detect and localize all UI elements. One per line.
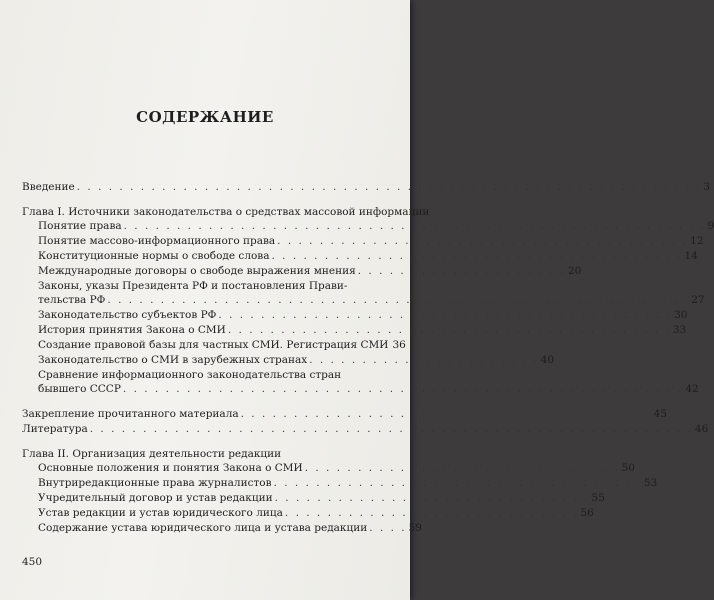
leader-dots: . . . . . . . . . . . . . . . . . . . . . . . . . . . . . . . . . . . . . . . . . . . . . . . . . . . . .	[122, 383, 684, 395]
toc-entry-label: Закрепление прочитанного материала	[22, 408, 239, 420]
toc-entry	[38, 250, 698, 263]
toc-entry	[38, 220, 714, 233]
toc-entry-review	[22, 408, 667, 421]
toc-entry	[38, 265, 582, 278]
leader-dots: . . . . . . . . . . . . . . . . . . . . . . . . . . . . . . . . . . . . . . . . . . . . . . . . . . . . . . .	[107, 294, 690, 306]
toc-entry	[38, 462, 635, 475]
toc-page-number: 33	[672, 324, 687, 336]
toc-entry	[38, 309, 688, 322]
toc-entry-label: Законодательство о СМИ в зарубежных странах	[38, 354, 308, 366]
leader-dots: . . . . . . . . . . . . . . . . . . . . . . . . . . . . . . . . . . . . . . . . . .	[227, 324, 671, 336]
toc-entry	[38, 235, 704, 248]
toc-entry-intro	[22, 181, 710, 194]
toc-entry-label: Понятие права	[38, 220, 122, 232]
leader-dots: . . . . . . . . . . . . . . . . . . . . . . . . . . . . . .	[274, 492, 590, 504]
toc-entry-label: Понятие массово-информационного права	[38, 235, 276, 247]
toc-entry	[38, 339, 406, 352]
toc-entry-label: Конституционные нормы о свободе слова	[38, 250, 270, 262]
toc-entry	[38, 383, 699, 396]
toc-page-number: 46	[694, 423, 709, 435]
leader-dots: . . . .	[369, 522, 407, 534]
toc-entry-label: Устав редакции и устав юридического лица	[38, 507, 283, 519]
leader-dots: . . . . . . . . . . . . . . . . . . . . . . . . . . . . . . . . . . . . . . .	[240, 408, 652, 420]
toc-entry-label: Законодательство субъектов РФ	[38, 309, 217, 321]
leader-dots: . . . . . . . . . . . . . . . . . . . . . . . . . . . . . . . . . . . . . . .	[277, 235, 689, 247]
toc-entry	[38, 477, 658, 490]
toc-entry-label: Основные положения и понятия Закона о СМИ	[38, 462, 303, 474]
toc-page-number: 12	[690, 235, 704, 247]
toc-page-number: 9	[707, 220, 714, 232]
toc-page-number: 56	[580, 507, 594, 519]
leader-dots: . . . . . . . . . . . . . . . . . . . . . . . . . . . . . . . . . . . . . . . . . . . . . . . . . . . . . . . . . . .	[76, 181, 702, 193]
toc-page-number: 27	[691, 294, 705, 306]
toc-entry	[38, 492, 605, 505]
toc-entry-line: Законы, указы Президента РФ и постановления Прави-	[38, 280, 348, 292]
toc-entry	[38, 354, 555, 367]
toc-entry-literature	[22, 423, 709, 436]
leader-dots: . . . . . . . . . . . . . . . . . . . . . .	[309, 354, 539, 366]
toc-entry-label: бывшего СССР	[38, 383, 121, 395]
page-number: 450	[22, 556, 43, 568]
toc-entry-label: тельства РФ	[38, 294, 106, 306]
toc-entry	[38, 324, 687, 337]
page-title: СОДЕРЖАНИЕ	[136, 108, 274, 126]
chapter-2-heading: Глава II. Организация деятельности редакции	[22, 448, 282, 460]
leader-dots: . . . . . . . . . . . . . . . . . . . . . . . . . . . . . . . . . . .	[273, 477, 642, 489]
leader-dots: . . . . . . . . . . . . . . . . . . . . . . . . . . . . . . . . . . . . . . . . . . .	[218, 309, 673, 321]
toc-page-number: 45	[653, 408, 667, 420]
leader-dots: . . . . . . . . . . . . . . . . . . . . . . . . . . . . . . . . . . . . . . . . . . . . . . . . . . . . . . .	[123, 220, 706, 232]
toc-page-number: 59	[408, 522, 422, 534]
toc-entry-label: История принятия Закона о СМИ	[38, 324, 226, 336]
toc-page-number: 20	[567, 265, 582, 277]
toc-entry-label: Содержание устава юридического лица и устава редакции	[38, 522, 368, 534]
toc-entry	[38, 294, 705, 307]
chapter-1-heading: Глава I. Источники законодательства о средствах массовой информации	[22, 206, 430, 218]
toc-page-number: 55	[591, 492, 605, 504]
toc-entry-label: Внутриредакционные права журналистов	[38, 477, 272, 489]
toc-page-number: 40	[540, 354, 555, 366]
toc-page-number: 30	[674, 309, 688, 321]
leader-dots: . . . . . . . . . . . . . . . . . . . . . . . . . . . . . . . . . . . . . . . . . . . . . . . . . . . . . . . . .	[89, 423, 693, 435]
leader-dots: . . . . . . . . . . . . . . . . . . . . . . . . . . . . . . . . . . . . . . .	[271, 250, 683, 262]
toc-page-number: 3	[703, 181, 710, 193]
toc-entry-line: Сравнение информационного законодательства стран	[38, 369, 342, 381]
toc-entry	[38, 522, 422, 535]
leader-dots: . . . . . . . . . . . . . . . . . . . .	[357, 265, 566, 277]
toc-entry-label: Введение	[22, 181, 75, 193]
toc-page-number: 53	[643, 477, 658, 489]
toc-page-number: 14	[684, 250, 698, 262]
leader-dots: . . . . . . . . . . . . . . . . . . . . . . . . . . . . . .	[304, 462, 620, 474]
toc-page-number: 36	[392, 339, 406, 351]
toc-entry-label: Создание правовой базы для частных СМИ. Регистрация СМИ	[38, 339, 389, 351]
toc-page-number: 42	[685, 383, 699, 395]
toc-entry-label: Учредительный договор и устав редакции	[38, 492, 273, 504]
toc-entry	[38, 507, 594, 520]
toc-entry-label: Литература	[22, 423, 88, 435]
toc-entry-label: Международные договоры о свободе выражения мнения	[38, 265, 356, 277]
toc-page-number: 50	[621, 462, 635, 474]
leader-dots: . . . . . . . . . . . . . . . . . . . . . . . . . . . .	[284, 507, 579, 519]
